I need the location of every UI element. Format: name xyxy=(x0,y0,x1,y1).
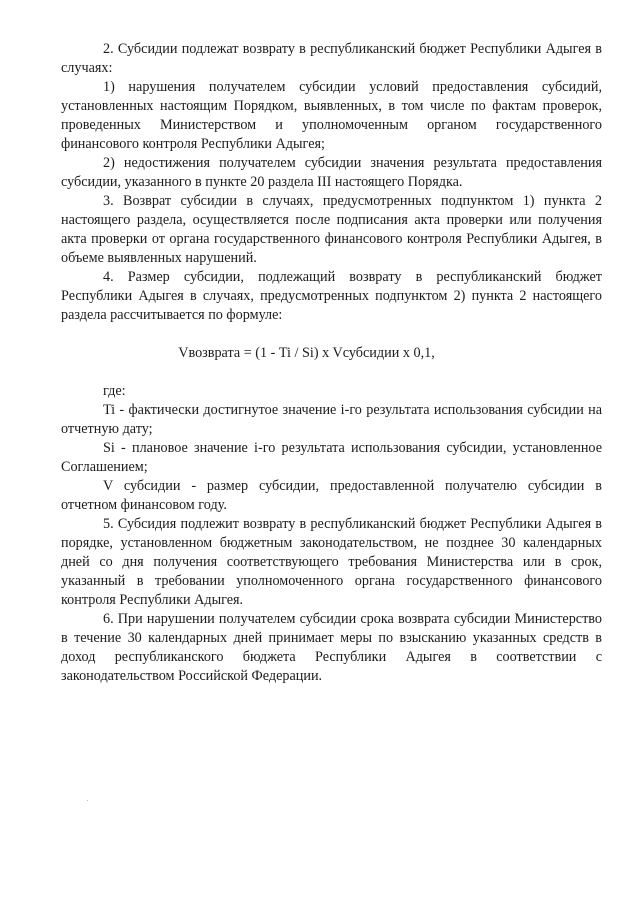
document-body xyxy=(61,40,602,686)
where-label: где: xyxy=(103,383,126,399)
paragraph-2-subitem-1: 1) нарушения получателем субсидии условий предоставления субсидий, установленных настоящим Порядком, выявленных, в том числе по фактам проверок, проведенных Министерством и уполномоченным органом государственного финансового контроля Республики Адыгея; xyxy=(61,79,602,152)
paragraph-3: 3. Возврат субсидии в случаях, предусмотренных подпунктом 1) пункта 2 настоящего раздела, осуществляется после подписания акта проверки или получения акта проверки от органа государственного финансового контроля Республики Адыгея, в объеме выявленных нарушений. xyxy=(61,193,602,266)
paragraph-2-subitem-2: 2) недостижения получателем субсидии значения результата предоставления субсидии, указанного в пункте 20 раздела III настоящего Порядка. xyxy=(61,155,602,190)
paragraph-5: 5. Субсидия подлежит возврату в республиканский бюджет Республики Адыгея в порядке, установленном бюджетным законодательством, не позднее 30 календарных дней со дня получения соответствующего требования Министерства или в срок, указанный в требовании уполномоченного органа государственного финансового контроля Республики Адыгея. xyxy=(61,516,602,608)
paragraph-4: 4. Размер субсидии, подлежащий возврату в республиканский бюджет Республики Адыгея в случаях, предусмотренных подпунктом 2) пункта 2 настоящего раздела рассчитывается по формуле: xyxy=(61,269,602,323)
return-formula: Vвозврата = (1 - Ti / Si) x Vсубсидии x 0,1, xyxy=(178,345,435,361)
definition-si: Si - плановое значение i-го результата использования субсидии, установленное Соглашением; xyxy=(61,440,602,475)
paragraph-6: 6. При нарушении получателем субсидии срока возврата субсидии Министерство в течение 30 календарных дней принимает меры по взысканию указанных средств в доход республиканского бюджета Республики Адыгея в соответствии с законодательством Российской Федерации. xyxy=(61,611,602,684)
definition-ti: Ti - фактически достигнутое значение i-го результата использования субсидии на отчетную дату; xyxy=(61,402,602,437)
scan-speck xyxy=(87,800,88,801)
paragraph-2: 2. Субсидии подлежат возврату в республиканский бюджет Республики Адыгея в случаях: xyxy=(61,41,602,76)
definition-v-subsidy: V субсидии - размер субсидии, предоставленной получателю субсидии в отчетном финансовом году. xyxy=(61,478,602,513)
